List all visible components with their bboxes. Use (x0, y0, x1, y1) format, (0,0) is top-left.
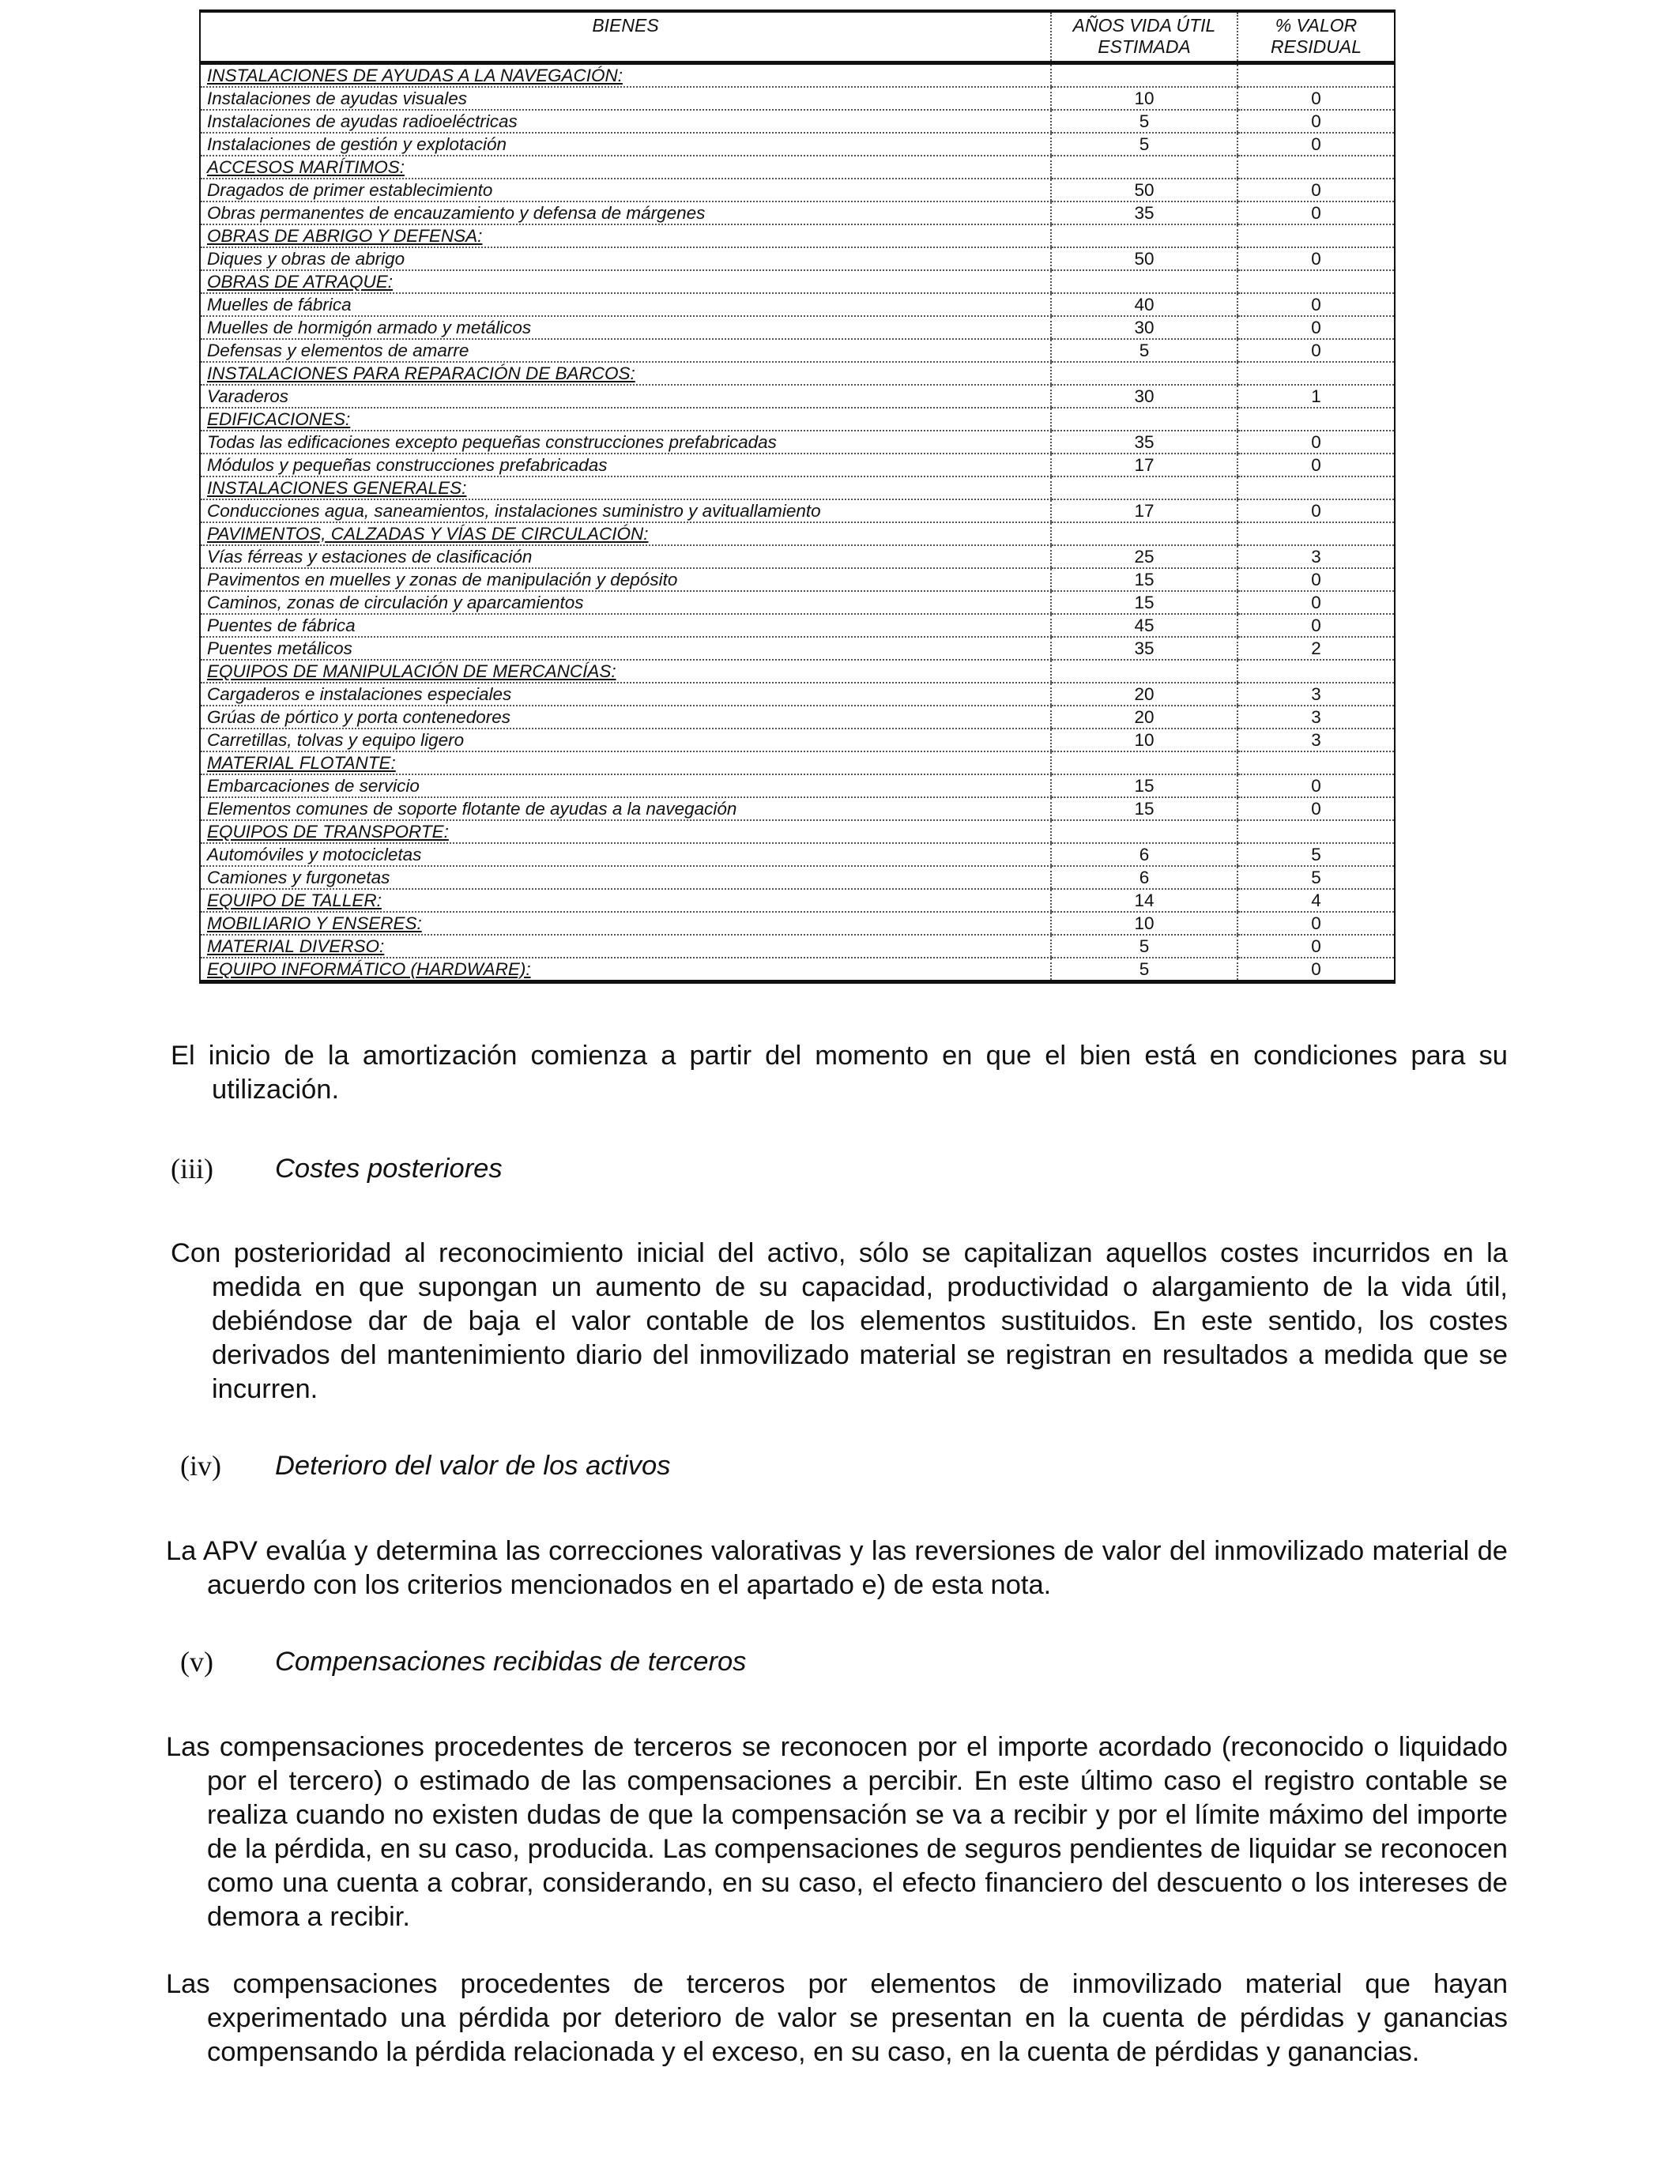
cell-anos-vida-util (1051, 820, 1237, 843)
heading-title: Compensaciones recibidas de terceros (275, 1647, 747, 1677)
table-category-row (201, 889, 1394, 912)
cell-bienes: EQUIPOS DE MANIPULACIÓN DE MERCANCÍAS: (201, 660, 1051, 683)
cell-anos-vida-util: 5 (1051, 110, 1237, 133)
cell-bienes: PAVIMENTOS, CALZADAS Y VÍAS DE CIRCULACIÓN: (201, 522, 1051, 545)
table-row (201, 133, 1394, 156)
cell-bienes: Pavimentos en muelles y zonas de manipulación y depósito (201, 568, 1051, 591)
paragraph-deterioro: La APV evalúa y determina las correcciones valorativas y las reversiones de valor del inmovilizado material de acuerdo con los criterios mencionados en el apartado e) de esta nota. (166, 1536, 1508, 1600)
cell-valor-residual (1237, 362, 1394, 385)
cell-anos-vida-util (1051, 63, 1237, 88)
cell-anos-vida-util: 20 (1051, 683, 1237, 706)
cell-anos-vida-util: 50 (1051, 179, 1237, 201)
cell-valor-residual (1237, 408, 1394, 431)
cell-anos-vida-util (1051, 408, 1237, 431)
paragraph-costes: Con posterioridad al reconocimiento inicial del activo, sólo se capitalizan aquellos costes incurridos en la medida en que supongan un aumento de su capacidad, productividad o alargamiento de la vida útil, debiéndose dar de baja el valor contable de los elementos sustituidos. En este sentido, los costes derivados del mantenimiento diario del inmovilizado material se registran en resultados a medida que se incurren. (171, 1238, 1508, 1404)
cell-valor-residual: 0 (1237, 614, 1394, 637)
table-category-row (201, 63, 1394, 88)
cell-valor-residual: 5 (1237, 866, 1394, 889)
table-row (201, 729, 1394, 751)
cell-bienes: Puentes de fábrica (201, 614, 1051, 637)
cell-valor-residual: 0 (1237, 568, 1394, 591)
cell-valor-residual: 0 (1237, 201, 1394, 224)
useful-life-table (199, 9, 1396, 984)
heading-costes-posteriores (171, 1152, 961, 1187)
cell-anos-vida-util: 17 (1051, 454, 1237, 476)
cell-bienes: INSTALACIONES PARA REPARACIÓN DE BARCOS: (201, 362, 1051, 385)
cell-valor-residual: 0 (1237, 454, 1394, 476)
cell-bienes: OBRAS DE ABRIGO Y DEFENSA: (201, 224, 1051, 247)
cell-bienes: Puentes metálicos (201, 637, 1051, 660)
cell-bienes: Elementos comunes de soporte flotante de ayudas a la navegación (201, 797, 1051, 820)
table-category-row (201, 751, 1394, 774)
cell-anos-vida-util: 20 (1051, 706, 1237, 729)
table-row (201, 431, 1394, 454)
cell-bienes: Dragados de primer establecimiento (201, 179, 1051, 201)
cell-anos-vida-util: 15 (1051, 774, 1237, 797)
table-category-row (201, 408, 1394, 431)
cell-bienes: Cargaderos e instalaciones especiales (201, 683, 1051, 706)
cell-bienes: MATERIAL FLOTANTE: (201, 751, 1051, 774)
cell-anos-vida-util: 15 (1051, 568, 1237, 591)
cell-bienes: Varaderos (201, 385, 1051, 408)
table-row (201, 774, 1394, 797)
cell-bienes: Módulos y pequeñas construcciones prefabricadas (201, 454, 1051, 476)
table-category-row (201, 362, 1394, 385)
cell-bienes: Instalaciones de ayudas radioeléctricas (201, 110, 1051, 133)
cell-valor-residual (1237, 270, 1394, 293)
table-category-row (201, 270, 1394, 293)
table-row (201, 339, 1394, 362)
heading-title: Costes posteriores (275, 1154, 503, 1184)
table-category-row (201, 476, 1394, 499)
table-row (201, 110, 1394, 133)
cell-bienes: Todas las edificaciones excepto pequeñas construcciones prefabricadas (201, 431, 1051, 454)
cell-valor-residual (1237, 476, 1394, 499)
cell-valor-residual: 3 (1237, 545, 1394, 568)
cell-valor-residual: 0 (1237, 774, 1394, 797)
cell-bienes: Automóviles y motocicletas (201, 843, 1051, 866)
cell-valor-residual (1237, 224, 1394, 247)
table-row (201, 866, 1394, 889)
cell-anos-vida-util: 5 (1051, 958, 1237, 980)
cell-valor-residual: 0 (1237, 591, 1394, 614)
header-anos-vida-util: AÑOS VIDA ÚTIL ESTIMADA (1051, 13, 1237, 63)
table-row (201, 797, 1394, 820)
cell-anos-vida-util: 40 (1051, 293, 1237, 316)
cell-anos-vida-util (1051, 522, 1237, 545)
cell-valor-residual: 0 (1237, 133, 1394, 156)
cell-anos-vida-util: 15 (1051, 591, 1237, 614)
cell-bienes: MOBILIARIO Y ENSERES: (201, 912, 1051, 935)
cell-anos-vida-util (1051, 751, 1237, 774)
table-row (201, 568, 1394, 591)
cell-anos-vida-util: 35 (1051, 201, 1237, 224)
cell-anos-vida-util: 5 (1051, 339, 1237, 362)
cell-bienes: MATERIAL DIVERSO: (201, 935, 1051, 958)
table-row (201, 683, 1394, 706)
cell-bienes: EQUIPO DE TALLER: (201, 889, 1051, 912)
cell-bienes: Grúas de pórtico y porta contenedores (201, 706, 1051, 729)
table-row (201, 201, 1394, 224)
table-row (201, 316, 1394, 339)
cell-anos-vida-util: 6 (1051, 866, 1237, 889)
cell-anos-vida-util (1051, 476, 1237, 499)
cell-anos-vida-util (1051, 270, 1237, 293)
cell-valor-residual: 3 (1237, 706, 1394, 729)
table-row (201, 591, 1394, 614)
cell-anos-vida-util (1051, 362, 1237, 385)
table-category-row (201, 522, 1394, 545)
heading-number: (v) (180, 1646, 213, 1678)
cell-valor-residual: 0 (1237, 179, 1394, 201)
cell-bienes: Instalaciones de gestión y explotación (201, 133, 1051, 156)
cell-bienes: Camiones y furgonetas (201, 866, 1051, 889)
cell-bienes: INSTALACIONES DE AYUDAS A LA NAVEGACIÓN: (201, 63, 1051, 88)
cell-anos-vida-util: 17 (1051, 499, 1237, 522)
table-row (201, 499, 1394, 522)
cell-anos-vida-util: 10 (1051, 87, 1237, 110)
cell-valor-residual: 4 (1237, 889, 1394, 912)
cell-valor-residual (1237, 63, 1394, 88)
cell-valor-residual (1237, 522, 1394, 545)
heading-number: (iii) (171, 1153, 213, 1184)
cell-anos-vida-util: 5 (1051, 133, 1237, 156)
cell-bienes: Conducciones agua, saneamientos, instalaciones suministro y avituallamiento (201, 499, 1051, 522)
paragraph-amortizacion: El inicio de la amortización comienza a partir del momento en que el bien está en condiciones para su utilización. (171, 1041, 1508, 1105)
table-body (201, 63, 1394, 981)
cell-bienes: EQUIPOS DE TRANSPORTE: (201, 820, 1051, 843)
cell-valor-residual: 3 (1237, 683, 1394, 706)
cell-anos-vida-util (1051, 156, 1237, 179)
cell-anos-vida-util: 35 (1051, 637, 1237, 660)
cell-bienes: Instalaciones de ayudas visuales (201, 87, 1051, 110)
cell-bienes: Obras permanentes de encauzamiento y defensa de márgenes (201, 201, 1051, 224)
table-category-row (201, 660, 1394, 683)
cell-anos-vida-util: 10 (1051, 729, 1237, 751)
cell-bienes: INSTALACIONES GENERALES: (201, 476, 1051, 499)
table-row (201, 637, 1394, 660)
table-category-row (201, 224, 1394, 247)
paragraph-compensaciones-2: Las compensaciones procedentes de terceros por elementos de inmovilizado material que hayan experimentado una pérdida por deterioro de valor se presentan en la cuenta de pérdidas y ganancias compensando la pérdida relacionada y el exceso, en su caso, en la cuenta de pérdidas y ganancias. (166, 1969, 1508, 2067)
cell-anos-vida-util: 45 (1051, 614, 1237, 637)
table-row (201, 87, 1394, 110)
table-row (201, 293, 1394, 316)
assets-table (201, 13, 1394, 980)
paragraph-compensaciones-1: Las compensaciones procedentes de terceros se reconocen por el importe acordado (reconocido o liquidado por el tercero) o estimado de las compensaciones a percibir. En este último caso el registro contable se realiza cuando no existen dudas de que la compensación se va a recibir y por el límite máximo del importe de la pérdida, en su caso, producida. Las compensaciones de seguros pendientes de liquidar se reconocen como una cuenta a cobrar, considerando, en su caso, el efecto financiero del descuento o los intereses de demora a recibir. (166, 1732, 1508, 1932)
cell-bienes: EDIFICACIONES: (201, 408, 1051, 431)
table-row (201, 843, 1394, 866)
cell-valor-residual (1237, 820, 1394, 843)
cell-valor-residual: 5 (1237, 843, 1394, 866)
cell-anos-vida-util: 6 (1051, 843, 1237, 866)
cell-valor-residual: 0 (1237, 247, 1394, 270)
cell-valor-residual (1237, 660, 1394, 683)
cell-bienes: Diques y obras de abrigo (201, 247, 1051, 270)
cell-anos-vida-util: 10 (1051, 912, 1237, 935)
cell-anos-vida-util: 25 (1051, 545, 1237, 568)
table-row (201, 454, 1394, 476)
table-category-row (201, 958, 1394, 980)
cell-valor-residual: 0 (1237, 935, 1394, 958)
cell-bienes: EQUIPO INFORMÁTICO (HARDWARE): (207, 958, 531, 979)
cell-valor-residual (1237, 156, 1394, 179)
cell-valor-residual: 1 (1237, 385, 1394, 408)
cell-valor-residual: 0 (1237, 499, 1394, 522)
cell-valor-residual: 0 (1237, 797, 1394, 820)
cell-valor-residual: 0 (1237, 316, 1394, 339)
cell-bienes: ACCESOS MARÍTIMOS: (201, 156, 1051, 179)
cell-bienes: Defensas y elementos de amarre (201, 339, 1051, 362)
cell-valor-residual: 0 (1237, 110, 1394, 133)
heading-title: Deterioro del valor de los activos (275, 1451, 671, 1481)
table-category-row (201, 820, 1394, 843)
table-row (201, 247, 1394, 270)
cell-valor-residual: 3 (1237, 729, 1394, 751)
table-row (201, 614, 1394, 637)
heading-compensaciones (180, 1645, 970, 1680)
table-row (201, 545, 1394, 568)
cell-bienes: Muelles de fábrica (201, 293, 1051, 316)
cell-anos-vida-util: 50 (1051, 247, 1237, 270)
table-category-row (201, 156, 1394, 179)
table-category-row (201, 912, 1394, 935)
table-header-row (201, 13, 1394, 63)
heading-number: (iv) (180, 1450, 221, 1482)
header-bienes: BIENES (201, 13, 1051, 63)
cell-valor-residual: 0 (1237, 293, 1394, 316)
cell-bienes: Caminos, zonas de circulación y aparcamientos (201, 591, 1051, 614)
table-row (201, 179, 1394, 201)
cell-anos-vida-util: 5 (1051, 935, 1237, 958)
cell-valor-residual: 0 (1237, 431, 1394, 454)
cell-valor-residual: 0 (1237, 958, 1394, 980)
cell-bienes: Carretillas, tolvas y equipo ligero (201, 729, 1051, 751)
table-category-row (201, 935, 1394, 958)
heading-deterioro (180, 1449, 970, 1484)
cell-anos-vida-util: 30 (1051, 385, 1237, 408)
table-row (201, 706, 1394, 729)
cell-anos-vida-util (1051, 660, 1237, 683)
cell-valor-residual (1237, 751, 1394, 774)
cell-bienes: OBRAS DE ATRAQUE: (201, 270, 1051, 293)
cell-valor-residual: 0 (1237, 87, 1394, 110)
table-row (201, 385, 1394, 408)
cell-anos-vida-util (1051, 224, 1237, 247)
cell-anos-vida-util: 14 (1051, 889, 1237, 912)
cell-valor-residual: 0 (1237, 339, 1394, 362)
cell-anos-vida-util: 35 (1051, 431, 1237, 454)
cell-bienes: Embarcaciones de servicio (201, 774, 1051, 797)
cell-valor-residual: 0 (1237, 912, 1394, 935)
header-valor-residual: % VALOR RESIDUAL (1237, 13, 1394, 63)
cell-anos-vida-util: 15 (1051, 797, 1237, 820)
cell-anos-vida-util: 30 (1051, 316, 1237, 339)
cell-valor-residual: 2 (1237, 637, 1394, 660)
cell-bienes: Muelles de hormigón armado y metálicos (201, 316, 1051, 339)
cell-bienes: Vías férreas y estaciones de clasificación (201, 545, 1051, 568)
